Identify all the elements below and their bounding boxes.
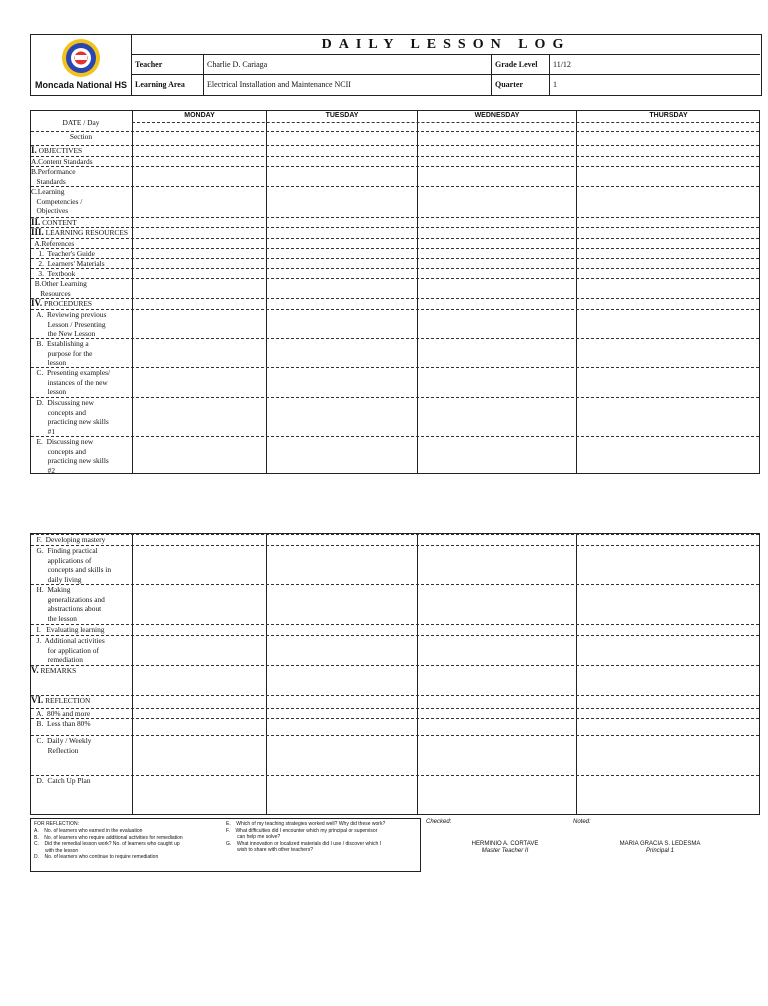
grade-label: Grade Level [495,60,538,69]
row-label-text: F. Developing mastery [31,535,106,544]
row-label-text: 3. Textbook [31,269,76,278]
table-row [31,775,759,776]
row-label [31,299,131,309]
teacher-label: Teacher [135,60,163,69]
row-label [31,437,131,475]
row-label [31,279,131,298]
teacher-value: Charlie D. Cariaga [207,60,268,69]
row-label [31,398,131,436]
table-row [31,156,759,157]
row-label-text: C.Learning Competencies / Objectives [31,187,83,216]
row-label [31,776,131,786]
table-row [31,665,759,666]
row-label-text: C. Presenting examples/ instances of the new lesson [36,368,111,397]
section-number: I. [31,145,37,155]
row-label-text: B. Less than 80% [31,719,91,728]
row-label-text: 2. Learners' Materials [31,259,105,268]
lesson-table-part-2 [30,533,760,815]
reflection-guide-title: FOR REFLECTION: [34,821,80,827]
table-row [31,338,759,339]
section-number: VI. [31,695,44,705]
table-row [31,145,759,146]
reflection-guide-item: G. What innovation or localized materials did I use / discover which I [226,840,382,847]
table-row [31,258,759,259]
row-label-text: B.Other Learning Resources [34,279,87,298]
row-label [31,146,131,156]
noter-name: MARIA GRACIA S. LEDESMA [619,841,701,847]
table-row [31,298,759,299]
checker-name: HERMINIO A. CORTAVE [471,841,539,847]
section-number: III. [31,227,44,237]
page-title: DAILY LESSON LOG [132,35,760,55]
reflection-guide-item: C. Did the remedial lesson work? No. of learners who caught up [34,841,180,847]
logo-cell [31,35,132,95]
reflection-guide [30,818,421,872]
row-label [31,625,131,635]
grade-value: 11/12 [553,60,571,69]
reflection-guide-item: E. Which of my teaching strategies worked well? Why did these work? [226,821,386,827]
row-label-text: 1. Teacher's Guide [31,249,95,258]
area-value: Electrical Installation and Maintenance NCII [207,80,351,89]
table-row [31,534,759,535]
row-label-text: D. Catch Up Plan [31,776,91,785]
table-row [31,268,759,269]
row-label [31,585,131,623]
table-row [31,718,759,719]
row-label-text: D. Discussing new concepts and practicing new skills #1 [36,398,109,436]
row-label-text: LEARNING RESOURCES [45,228,128,237]
reflection-guide-item: can help me solve? [226,834,281,840]
row-label-text: I. Evaluating learning [31,625,105,634]
checked-label: Checked: [426,819,452,825]
row-label [31,339,131,368]
day-header-thursday: THURSDAY [649,112,688,119]
row-label [31,546,131,584]
row-label [31,719,131,729]
table-row [31,436,759,437]
reflection-guide-item: D. No. of learners who continue to require remediation [34,854,159,860]
row-label-text: OBJECTIVES [38,146,83,155]
table-row [31,238,759,239]
row-label-text: G. Finding practical applications of concepts and skills in daily living [36,546,112,584]
date-label: DATE / Day [62,118,100,127]
row-label-text: REMARKS [40,666,77,675]
reflection-guide-item: B. No. of learners who require additional activities for remediation [34,834,183,841]
row-label-text: C. Daily / Weekly Reflection [36,736,92,755]
area-label: Learning Area [135,80,185,89]
row-label [31,535,131,545]
row-label-text: A.Content Standards [31,157,93,166]
row-label-text: CONTENT [42,218,77,227]
row-label-text: A.References [31,239,75,248]
section-number: II. [31,217,41,227]
day-header-monday: MONDAY [184,112,215,119]
table-row [31,708,759,709]
school-seal-icon [61,38,101,78]
table-row [31,695,759,696]
table-row [31,624,759,625]
row-label-text: PROCEDURES [43,299,93,308]
reflection-guide-item: A. No. of learners who earned in the evaluation [34,828,143,834]
row-label [31,736,131,755]
row-label-text: J. Additional activities for application of remediation [36,636,105,665]
table-row [31,248,759,249]
row-label [31,167,131,186]
table-row [31,735,759,736]
quarter-label: Quarter [495,80,523,89]
table-row [31,186,759,187]
section-number: V. [31,665,39,675]
row-label-text: A. Reviewing previous Lesson / Presenting the New Lesson [36,310,107,339]
table-row [31,278,759,279]
table-row [31,545,759,546]
row-label-text: H. Making generalizations and abstractions about the lesson [36,585,105,623]
table-row [31,166,759,167]
row-label [31,228,131,238]
table-row [31,217,759,218]
noter-title: Principal 1 [645,848,674,854]
quarter-value: 1 [553,80,557,89]
reflection-guide-item: wish to share with other teachers? [226,847,313,853]
table-row [31,584,759,585]
row-label [31,310,131,339]
table-row [31,367,759,368]
table-row [31,309,759,310]
day-header-wednesday: WEDNESDAY [474,112,520,119]
table-row [31,397,759,398]
row-label [31,187,131,216]
school-name: Moncada National HS [34,80,127,90]
table-row [31,227,759,228]
row-label [31,666,131,676]
row-label [31,368,131,397]
reflection-guide-item: F. What difficulties did I encounter which my principal or supervisor [226,827,378,834]
row-label [31,636,131,665]
reflection-guide-item: with the lesson [34,847,79,854]
day-header-tuesday: TUESDAY [325,112,359,119]
row-label-text: B.Performance Standards [31,167,76,186]
checker-title: Master Teacher II [481,848,529,854]
row-label [31,696,131,706]
section-number: IV. [31,298,43,308]
table-row [31,635,759,636]
lesson-table-part-1 [30,110,760,474]
row-label-text: B. Establishing a purpose for the lesson [36,339,93,368]
row-label-text: REFLECTION [45,696,91,705]
section-label: Section [69,132,93,141]
header-table [30,34,762,96]
row-label-text: A. 80% and more [31,709,91,718]
noted-label: Noted: [573,819,591,825]
row-label-text: E. Discussing new concepts and practicing new skills #2 [36,437,109,475]
